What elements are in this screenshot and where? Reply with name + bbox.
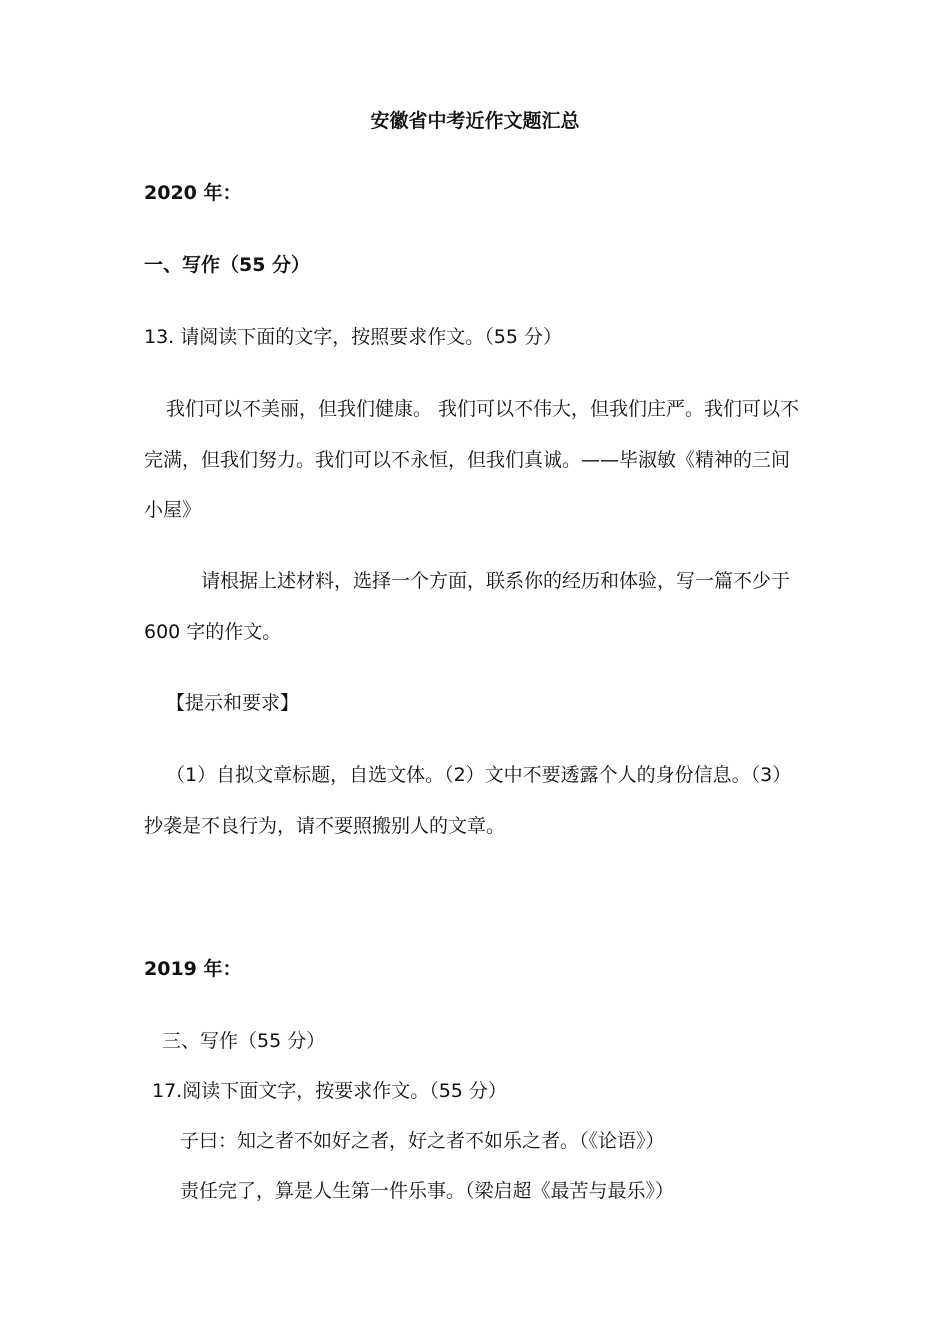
instruction-line: 请根据上述材料，选择一个方面，联系你的经历和体验，写一篇不少于	[201, 570, 791, 592]
question-13: 13. 请阅读下面的文字，按照要求作文。（55 分）	[144, 326, 562, 348]
material-line: 完满，但我们努力。我们可以不永恒，但我们真诚。——毕淑敏《精神的三间	[144, 449, 791, 471]
material-line: 我们可以不美丽，但我们健康。 我们可以不伟大，但我们庄严。我们可以不	[166, 398, 800, 420]
tips-heading: 【提示和要求】	[166, 692, 300, 714]
instruction-line: 600 字的作文。	[144, 621, 282, 643]
quote-line: 责任完了，算是人生第一件乐事。（梁启超《最苦与最乐》）	[180, 1180, 675, 1202]
year-heading-2019: 2019 年：	[144, 958, 242, 980]
requirement-line: 抄袭是不良行为，请不要照搬别人的文章。	[144, 815, 506, 837]
quote-line: 子曰：知之者不如好之者，好之者不如乐之者。（《论语》）	[180, 1130, 665, 1152]
question-17: 17.阅读下面文字，按要求作文。（55 分）	[152, 1080, 507, 1102]
document-title: 安徽省中考近作文题汇总	[370, 110, 580, 132]
part-heading-writing-2019: 三、写作（55 分）	[162, 1030, 326, 1052]
requirement-line: （1）自拟文章标题，自选文体。（2）文中不要透露个人的身份信息。（3）	[166, 764, 792, 786]
year-heading-2020: 2020 年：	[144, 182, 242, 204]
part-heading-writing-2020: 一、写作（55 分）	[144, 254, 311, 276]
material-line: 小屋》	[144, 499, 202, 521]
